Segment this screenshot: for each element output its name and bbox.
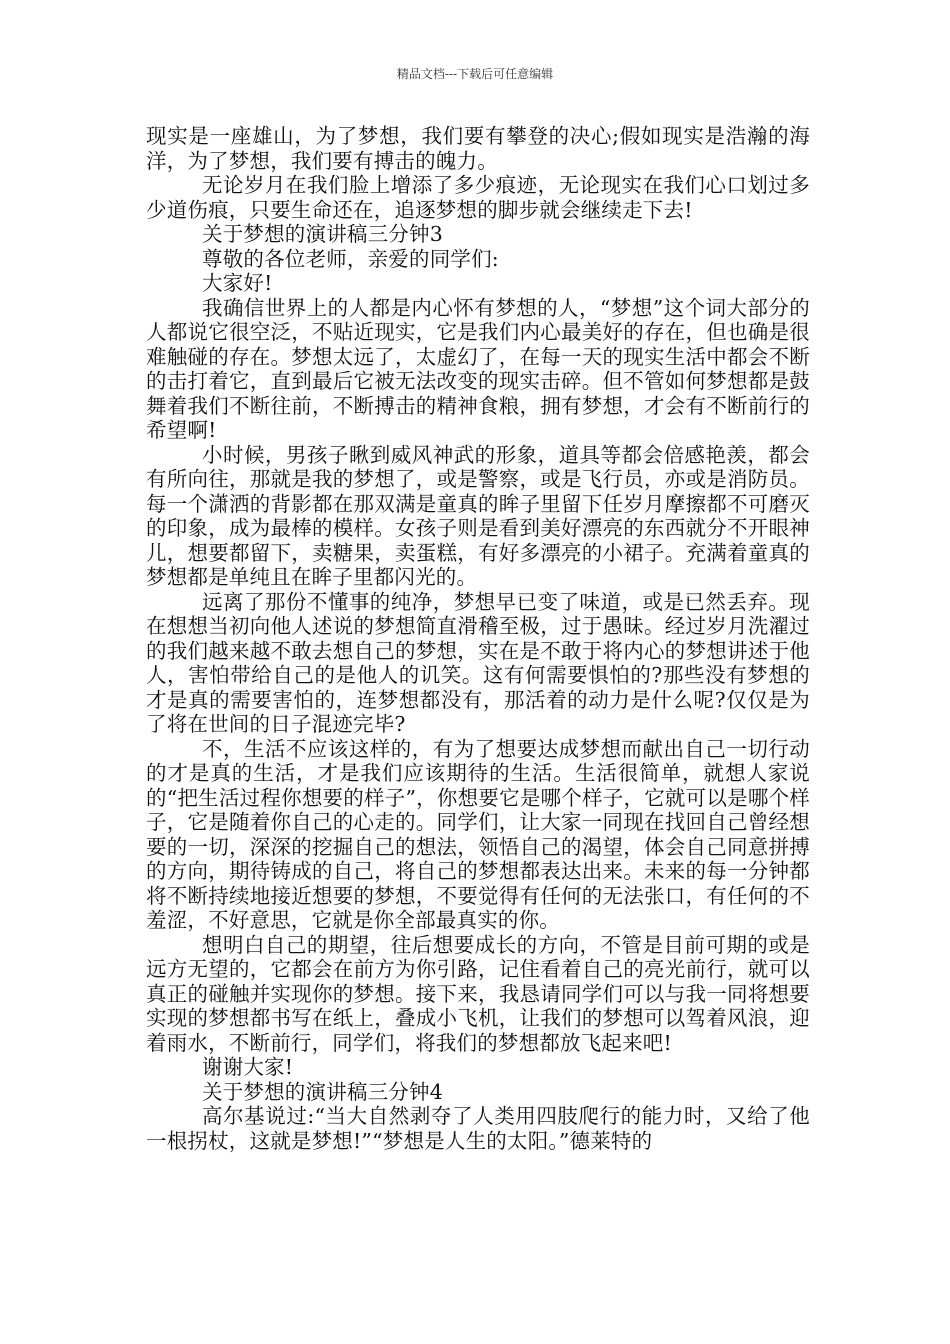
document-body <box>146 124 810 1153</box>
paragraph: 高尔基说过:“当大自然剥夺了人类用四肢爬行的能力时，又给了他一根拐杖，这就是梦想!”“梦想是人生的太阳。”德莱特的 <box>146 1104 810 1153</box>
section-title: 关于梦想的演讲稿三分钟3 <box>202 222 443 246</box>
paragraph: 不，生活不应该这样的，有为了想要达成梦想而献出自己一切行动的才是真的生活，才是我们应该期待的生活。生活很简单，就想人家说的“把生活过程你想要的样子”，你想要它是哪个样子，它就可以是哪个样子，它是随着你自己的心走的。同学们，让大家一同现在找回自己曾经想要的一切，深深的挖掘自己的想法，领悟自己的渴望，体会自己同意拼搏的方向，期待铸成的自己，将自己的梦想都表达出来。未来的每一分钟都将不断持续地接近想要的梦想，不要觉得有任何的无法张口，有任何的不羞涩，不好意思，它就是你全部最真实的你。 <box>146 736 810 932</box>
paragraph: 无论岁月在我们脸上增添了多少痕迹，无论现实在我们心口划过多少道伤痕，只要生命还在，追逐梦想的脚步就会继续走下去! <box>146 173 810 222</box>
paragraph: 远离了那份不懂事的纯净，梦想早已变了味道，或是已然丢弃。现在想想当初向他人述说的梦想简直滑稽至极，过于愚昧。经过岁月洗濯过的我们越来越不敢去想自己的梦想，实在是不敢于将内心的梦想讲述于他人，害怕带给自己的是他人的讥笑。这有何需要惧怕的?那些没有梦想的才是真的需要害怕的，连梦想都没有，那活着的动力是什么呢?仅仅是为了将在世间的日子混迹完毕? <box>146 589 810 736</box>
salutation: 尊敬的各位老师，亲爱的同学们: <box>202 246 499 271</box>
page-header: 精品文档---下载后可任意编辑 <box>396 67 554 81</box>
greeting: 大家好! <box>202 271 273 295</box>
closing: 谢谢大家! <box>202 1055 294 1079</box>
section-title: 关于梦想的演讲稿三分钟4 <box>202 1079 443 1104</box>
paragraph: 小时候，男孩子瞅到威风神武的形象，道具等都会倍感艳羡，都会有所向往，那就是我的梦想了，或是警察，或是飞行员，亦或是消防员。每一个潇洒的背影都在那双满是童真的眸子里留下任岁月摩擦都不可磨灭的印象，成为最棒的模样。女孩子则是看到美好漂亮的东西就分不开眼神儿，想要都留下，卖糖果，卖蛋糕，有好多漂亮的小裙子。充满着童真的梦想都是单纯且在眸子里都闪光的。 <box>146 442 810 589</box>
paragraph: 想明白自己的期望，往后想要成长的方向，不管是目前可期的或是远方无望的，它都会在前方为你引路，记住看着自己的亮光前行，就可以真正的碰触并实现你的梦想。接下来，我恳请同学们可以与我一同将想要实现的梦想都书写在纸上，叠成小飞机，让我们的梦想可以驾着风浪，迎着雨水，不断前行，同学们，将我们的梦想都放飞起来吧! <box>146 932 810 1055</box>
paragraph: 我确信世界上的人都是内心怀有梦想的人，“梦想”这个词大部分的人都说它很空泛，不贴近现实，它是我们内心最美好的存在，但也确是很难触碰的存在。梦想太远了，太虚幻了，在每一天的现实生活中都会不断的击打着它，直到最后它被无法改变的现实击碎。但不管如何梦想都是鼓舞着我们不断往前，不断搏击的精神食粮，拥有梦想，才会有不断前行的希望啊! <box>146 295 810 442</box>
paragraph-continuation: 现实是一座雄山，为了梦想，我们要有攀登的决心;假如现实是浩瀚的海洋，为了梦想，我们要有搏击的魄力。 <box>146 124 810 173</box>
